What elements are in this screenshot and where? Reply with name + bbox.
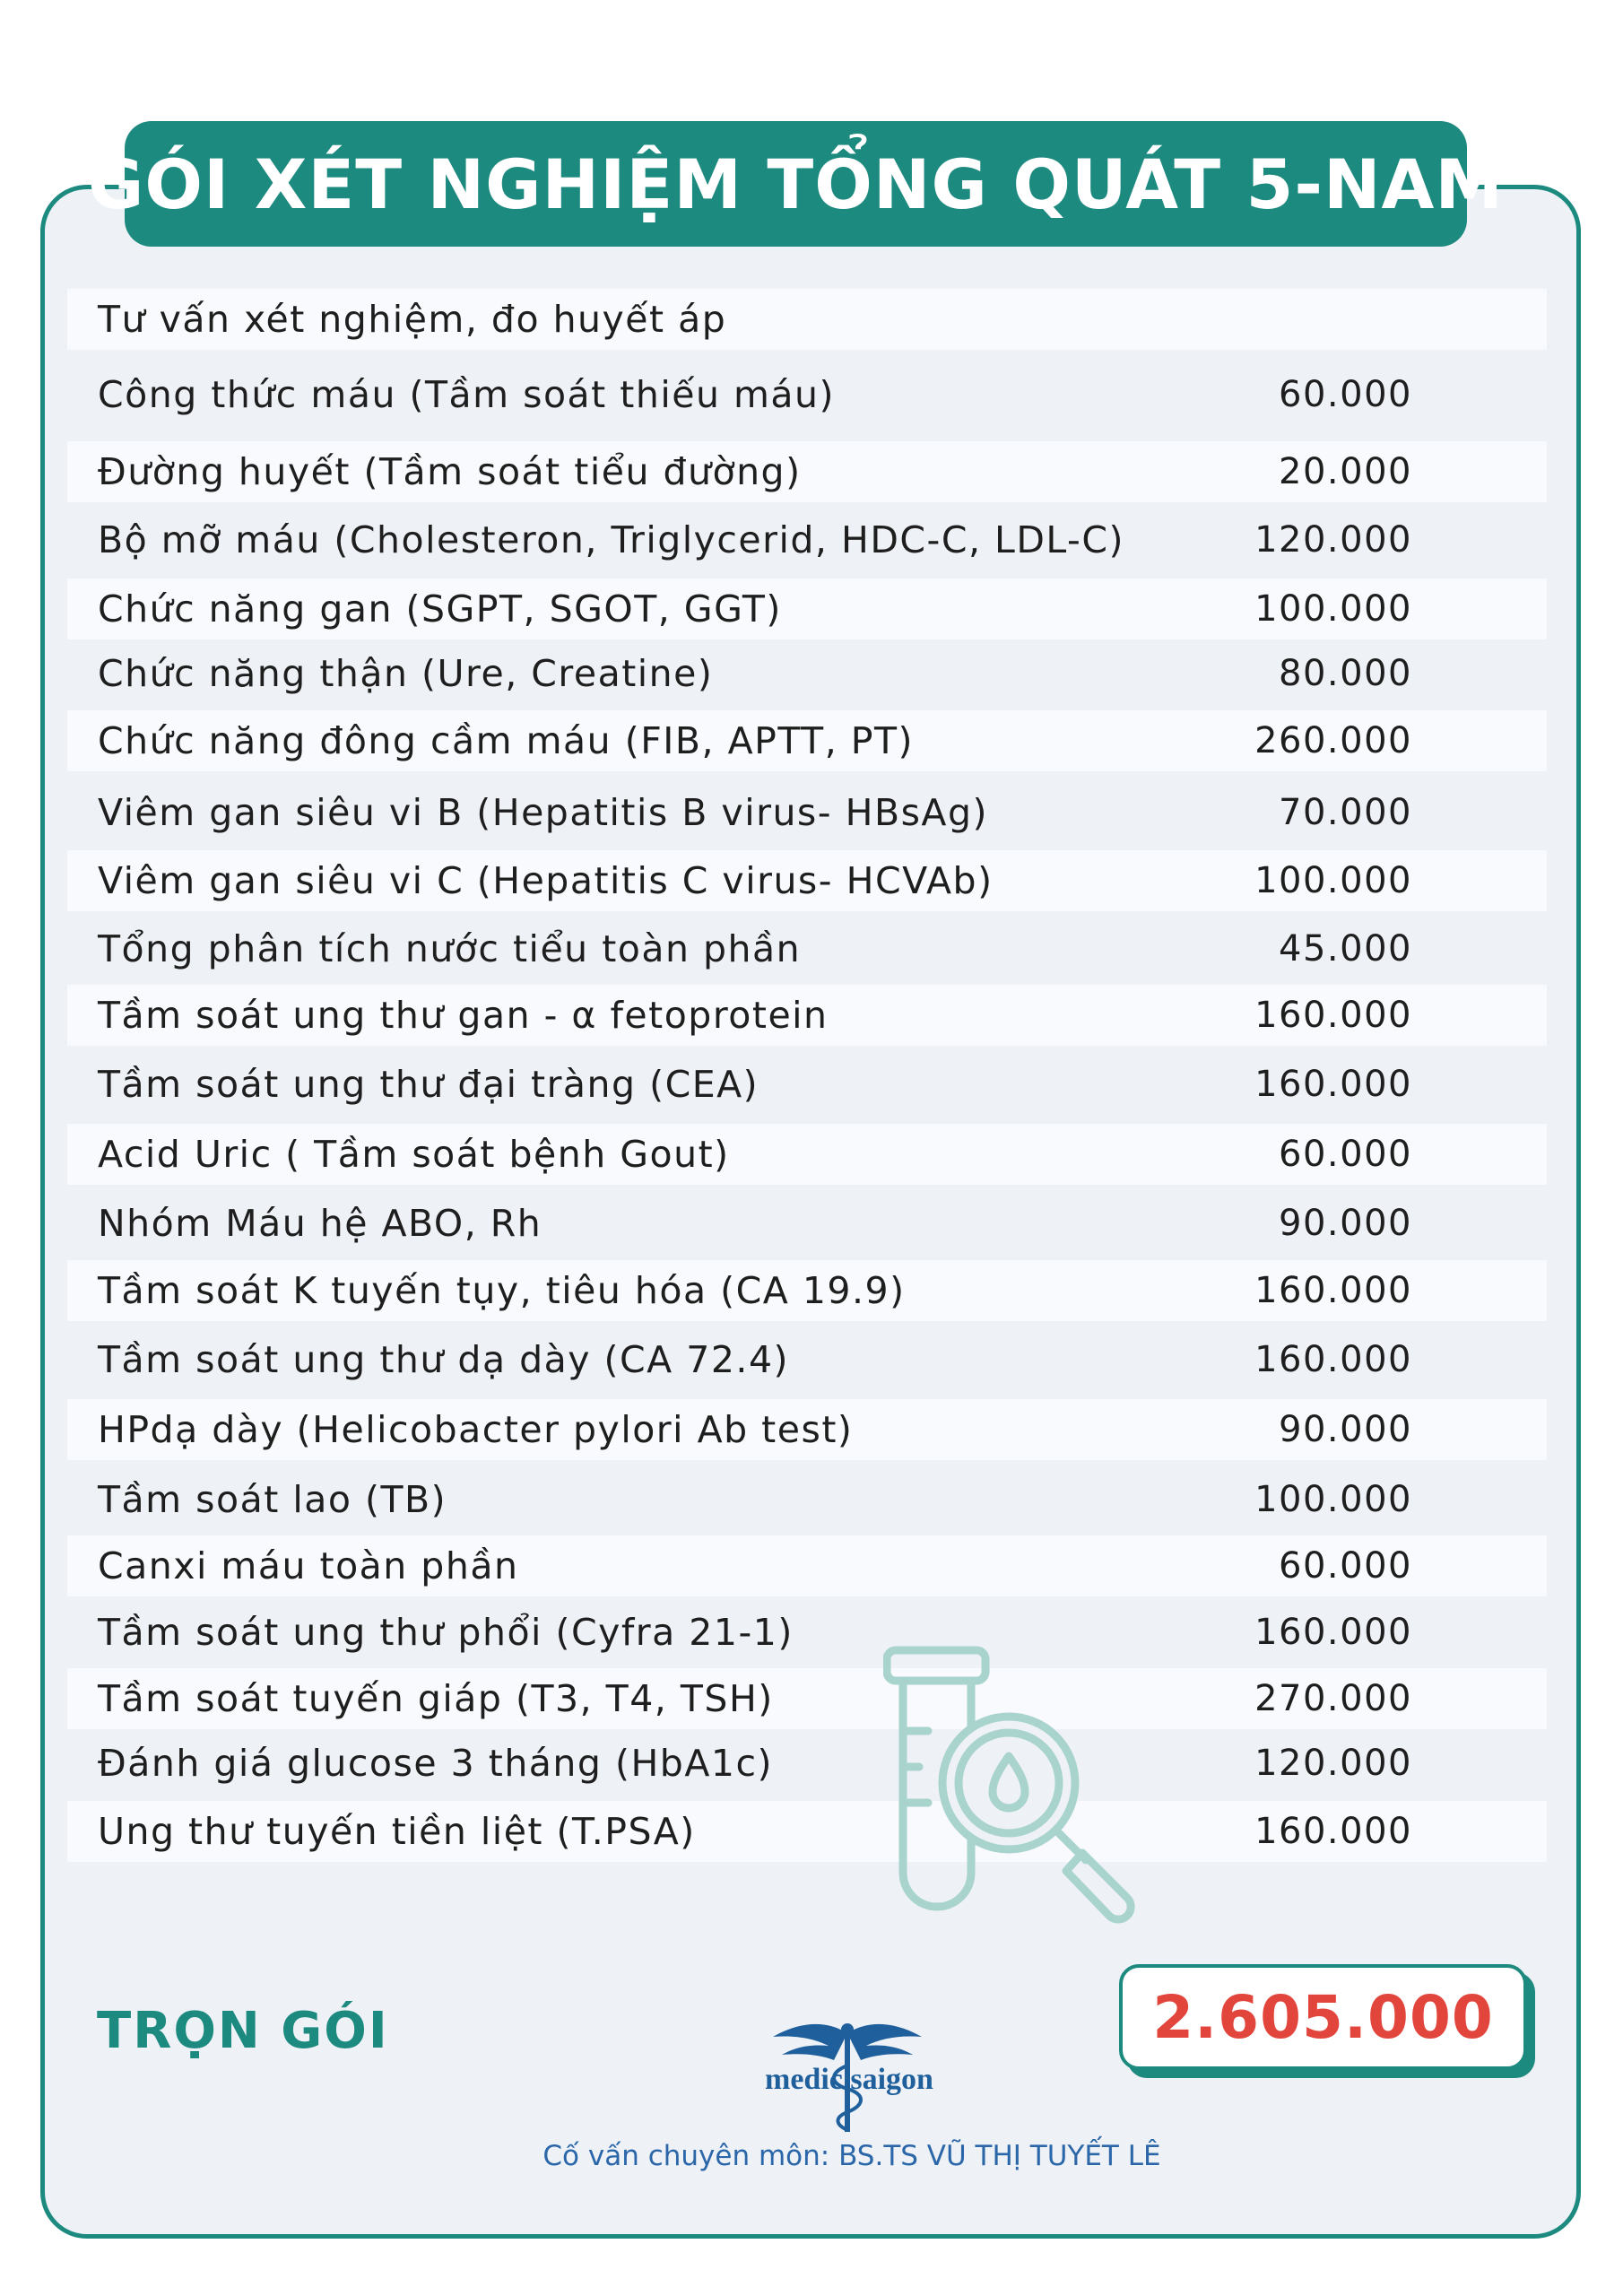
test-tube-magnifier-icon <box>883 1632 1170 1928</box>
test-name: Tầm soát ung thư dạ dày (CA 72.4) <box>98 1338 790 1381</box>
price-row <box>67 1733 1547 1794</box>
test-price: 100.000 <box>1254 860 1412 901</box>
test-price: 90.000 <box>1279 1203 1412 1244</box>
price-row <box>67 1329 1547 1390</box>
test-name: Ung thư tuyến tiền liệt (T.PSA) <box>98 1810 696 1853</box>
price-row <box>67 1801 1547 1862</box>
test-name: Chức năng thận (Ure, Creatine) <box>98 652 714 695</box>
price-row <box>67 782 1547 843</box>
price-row <box>67 289 1547 350</box>
test-price: 100.000 <box>1254 1479 1412 1520</box>
test-price: 45.000 <box>1279 928 1412 970</box>
test-name: Tầm soát K tuyến tụy, tiêu hóa (CA 19.9) <box>98 1269 906 1312</box>
test-price: 120.000 <box>1254 1743 1412 1784</box>
price-row <box>67 1260 1547 1321</box>
test-price: 160.000 <box>1254 1064 1412 1105</box>
test-price: 260.000 <box>1254 720 1412 761</box>
test-price: 160.000 <box>1254 1811 1412 1852</box>
test-name: Acid Uric ( Tầm soát bệnh Gout) <box>98 1133 730 1176</box>
total-price: 2.605.000 <box>1152 1982 1494 2052</box>
test-price: 120.000 <box>1254 519 1412 561</box>
test-name: Viêm gan siêu vi B (Hepatitis B virus- HBsAg) <box>98 791 989 834</box>
test-name: Tầm soát ung thư phổi (Cyfra 21-1) <box>98 1611 794 1654</box>
price-row <box>67 509 1547 570</box>
test-name: Tư vấn xét nghiệm, đo huyết áp <box>98 298 727 341</box>
price-row <box>67 1193 1547 1254</box>
price-row <box>67 643 1547 704</box>
advisor-credit: Cố vấn chuyên môn: BS.TS VŨ THỊ TUYẾT LÊ <box>542 2140 1161 2172</box>
price-row <box>67 364 1547 425</box>
price-row <box>67 850 1547 911</box>
test-name: HPdạ dày (Helicobacter pylori Ab test) <box>98 1408 854 1451</box>
test-price: 270.000 <box>1254 1678 1412 1719</box>
price-row <box>67 1602 1547 1663</box>
test-name: Đánh giá glucose 3 tháng (HbA1c) <box>98 1742 773 1785</box>
test-price: 100.000 <box>1254 588 1412 630</box>
price-row <box>67 985 1547 1046</box>
price-row <box>67 1469 1547 1530</box>
package-label: TRỌN GÓI <box>97 2002 389 2060</box>
total-price-box <box>1119 1964 1527 2070</box>
test-name: Công thức máu (Tầm soát thiếu máu) <box>98 373 836 416</box>
price-row <box>67 1668 1547 1729</box>
test-name: Canxi máu toàn phần <box>98 1544 519 1587</box>
price-row <box>67 1054 1547 1115</box>
test-name: Đường huyết (Tầm soát tiểu đường) <box>98 450 802 493</box>
logo-text: medic saigon <box>765 2063 933 2096</box>
test-price: 160.000 <box>1254 1270 1412 1311</box>
price-row <box>67 441 1547 502</box>
test-name: Chức năng gan (SGPT, SGOT, GGT) <box>98 587 782 631</box>
test-price: 60.000 <box>1279 1134 1412 1175</box>
test-price: 160.000 <box>1254 1339 1412 1380</box>
test-name: Chức năng đông cầm máu (FIB, APTT, PT) <box>98 719 915 762</box>
test-price: 70.000 <box>1279 792 1412 833</box>
price-row <box>67 710 1547 771</box>
test-name: Viêm gan siêu vi C (Hepatitis C virus- HCVAb) <box>98 859 994 902</box>
price-row <box>67 578 1547 639</box>
price-row <box>67 1124 1547 1185</box>
test-price: 20.000 <box>1279 451 1412 492</box>
test-name: Tầm soát lao (TB) <box>98 1478 447 1521</box>
package-title: GÓI XÉT NGHIỆM TỔNG QUÁT 5-NAM <box>125 121 1467 247</box>
test-name: Nhóm Máu hệ ABO, Rh <box>98 1202 542 1245</box>
test-name: Tầm soát ung thư đại tràng (CEA) <box>98 1063 759 1106</box>
test-price: 160.000 <box>1254 995 1412 1036</box>
test-name: Tầm soát tuyến giáp (T3, T4, TSH) <box>98 1677 774 1720</box>
test-name: Bộ mỡ máu (Cholesteron, Triglycerid, HDC-C, LDL-C) <box>98 518 1124 561</box>
test-price: 90.000 <box>1279 1409 1412 1450</box>
price-row <box>67 918 1547 979</box>
test-price: 60.000 <box>1279 1545 1412 1587</box>
test-price: 60.000 <box>1279 374 1412 415</box>
test-price: 80.000 <box>1279 653 1412 694</box>
test-name: Tổng phân tích nước tiểu toàn phần <box>98 927 802 970</box>
test-name: Tầm soát ung thư gan - α fetoprotein <box>98 994 829 1037</box>
price-row <box>67 1535 1547 1596</box>
test-price: 160.000 <box>1254 1612 1412 1653</box>
price-row <box>67 1399 1547 1460</box>
